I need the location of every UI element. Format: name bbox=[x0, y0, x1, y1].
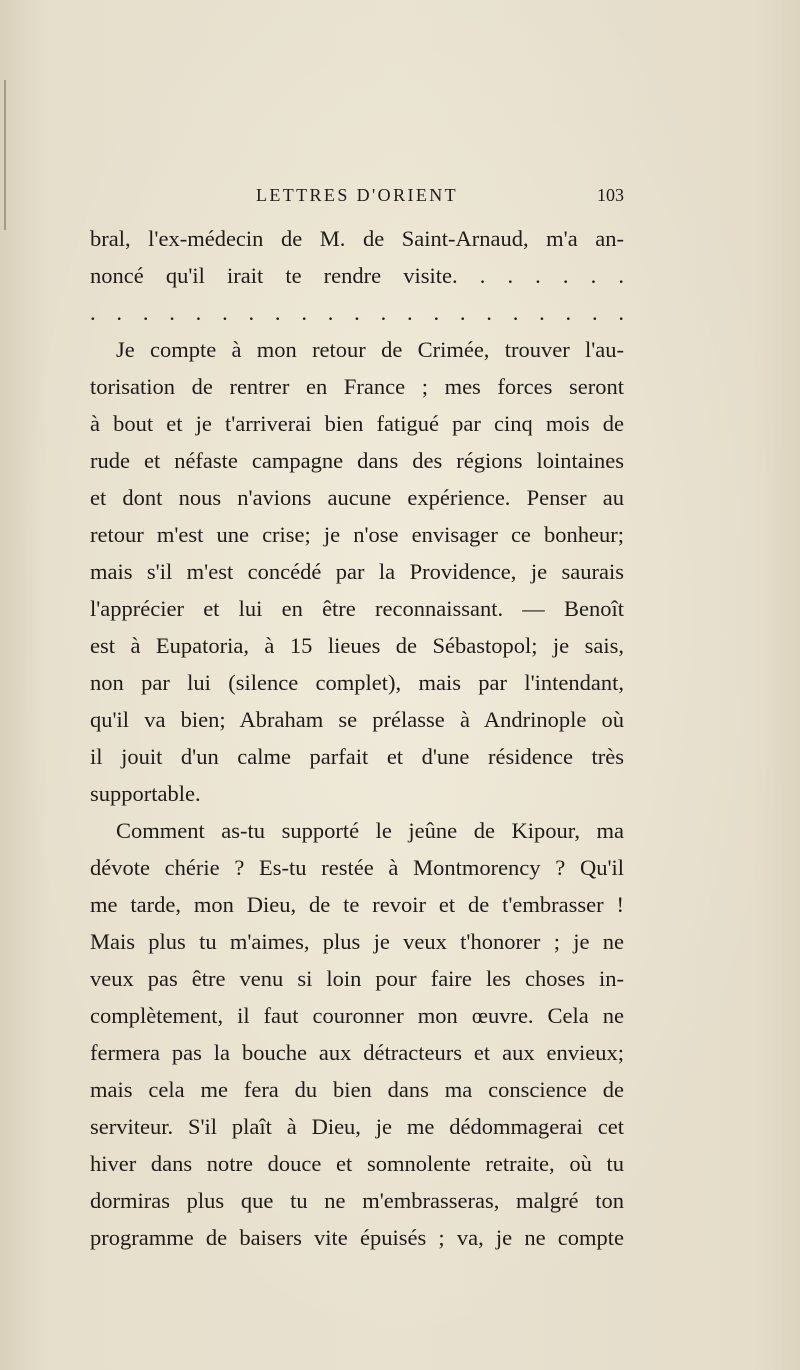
page-edge-shadow bbox=[4, 80, 6, 230]
text-line: . . . . . . . . . . . . . . . . . . . . . bbox=[90, 300, 624, 325]
text-line: me tarde, mon Dieu, de te revoir et de t'embrasser ! bbox=[90, 892, 624, 917]
text-line: programme de baisers vite épuisés ; va, je ne compte bbox=[90, 1225, 624, 1250]
text-line: mais s'il m'est concédé par la Providence, je saurais bbox=[90, 559, 624, 584]
text-line: fermera pas la bouche aux détracteurs et aux envieux; bbox=[90, 1040, 624, 1065]
running-title: LETTRES D'ORIENT bbox=[255, 185, 459, 205]
text-line: rude et néfaste campagne dans des régions lointaines bbox=[90, 448, 624, 473]
text-line: torisation de rentrer en France ; mes forces seront bbox=[90, 374, 624, 399]
text-line: Je compte à mon retour de Crimée, trouver l'au- bbox=[116, 337, 624, 362]
text-line: l'apprécier et lui en être reconnaissant. — Benoît bbox=[90, 596, 624, 621]
page-number: 103 bbox=[597, 185, 624, 205]
text-line: complètement, il faut couronner mon œuvre. Cela ne bbox=[90, 1003, 624, 1028]
body-text bbox=[90, 220, 624, 1256]
text-line: hiver dans notre douce et somnolente retraite, où tu bbox=[90, 1151, 624, 1176]
text-line: veux pas être venu si loin pour faire les choses in- bbox=[90, 966, 624, 991]
text-line: Comment as-tu supporté le jeûne de Kipour, ma bbox=[116, 818, 624, 843]
text-line: bral, l'ex-médecin de M. de Saint-Arnaud, m'a an- bbox=[90, 226, 624, 251]
text-line: est à Eupatoria, à 15 lieues de Sébastopol; je sais, bbox=[90, 633, 624, 658]
text-line: supportable. bbox=[90, 781, 201, 806]
text-line: Mais plus tu m'aimes, plus je veux t'honorer ; je ne bbox=[90, 929, 624, 954]
text-line: et dont nous n'avions aucune expérience. Penser au bbox=[90, 485, 624, 510]
text-line: mais cela me fera du bien dans ma conscience de bbox=[90, 1077, 624, 1102]
page-header bbox=[90, 182, 624, 208]
text-line: à bout et je t'arriverai bien fatigué par cinq mois de bbox=[90, 411, 624, 436]
text-line: noncé qu'il irait te rendre visite. . . . . . . bbox=[90, 263, 624, 288]
text-line: il jouit d'un calme parfait et d'une résidence très bbox=[90, 744, 624, 769]
text-line: dormiras plus que tu ne m'embrasseras, malgré ton bbox=[90, 1188, 624, 1213]
text-line: retour m'est une crise; je n'ose envisager ce bonheur; bbox=[90, 522, 624, 547]
text-line: serviteur. S'il plaît à Dieu, je me dédommagerai cet bbox=[90, 1114, 624, 1139]
text-line: qu'il va bien; Abraham se prélasse à Andrinople où bbox=[90, 707, 624, 732]
text-line: non par lui (silence complet), mais par l'intendant, bbox=[90, 670, 624, 695]
text-line: dévote chérie ? Es-tu restée à Montmorency ? Qu'il bbox=[90, 855, 624, 880]
